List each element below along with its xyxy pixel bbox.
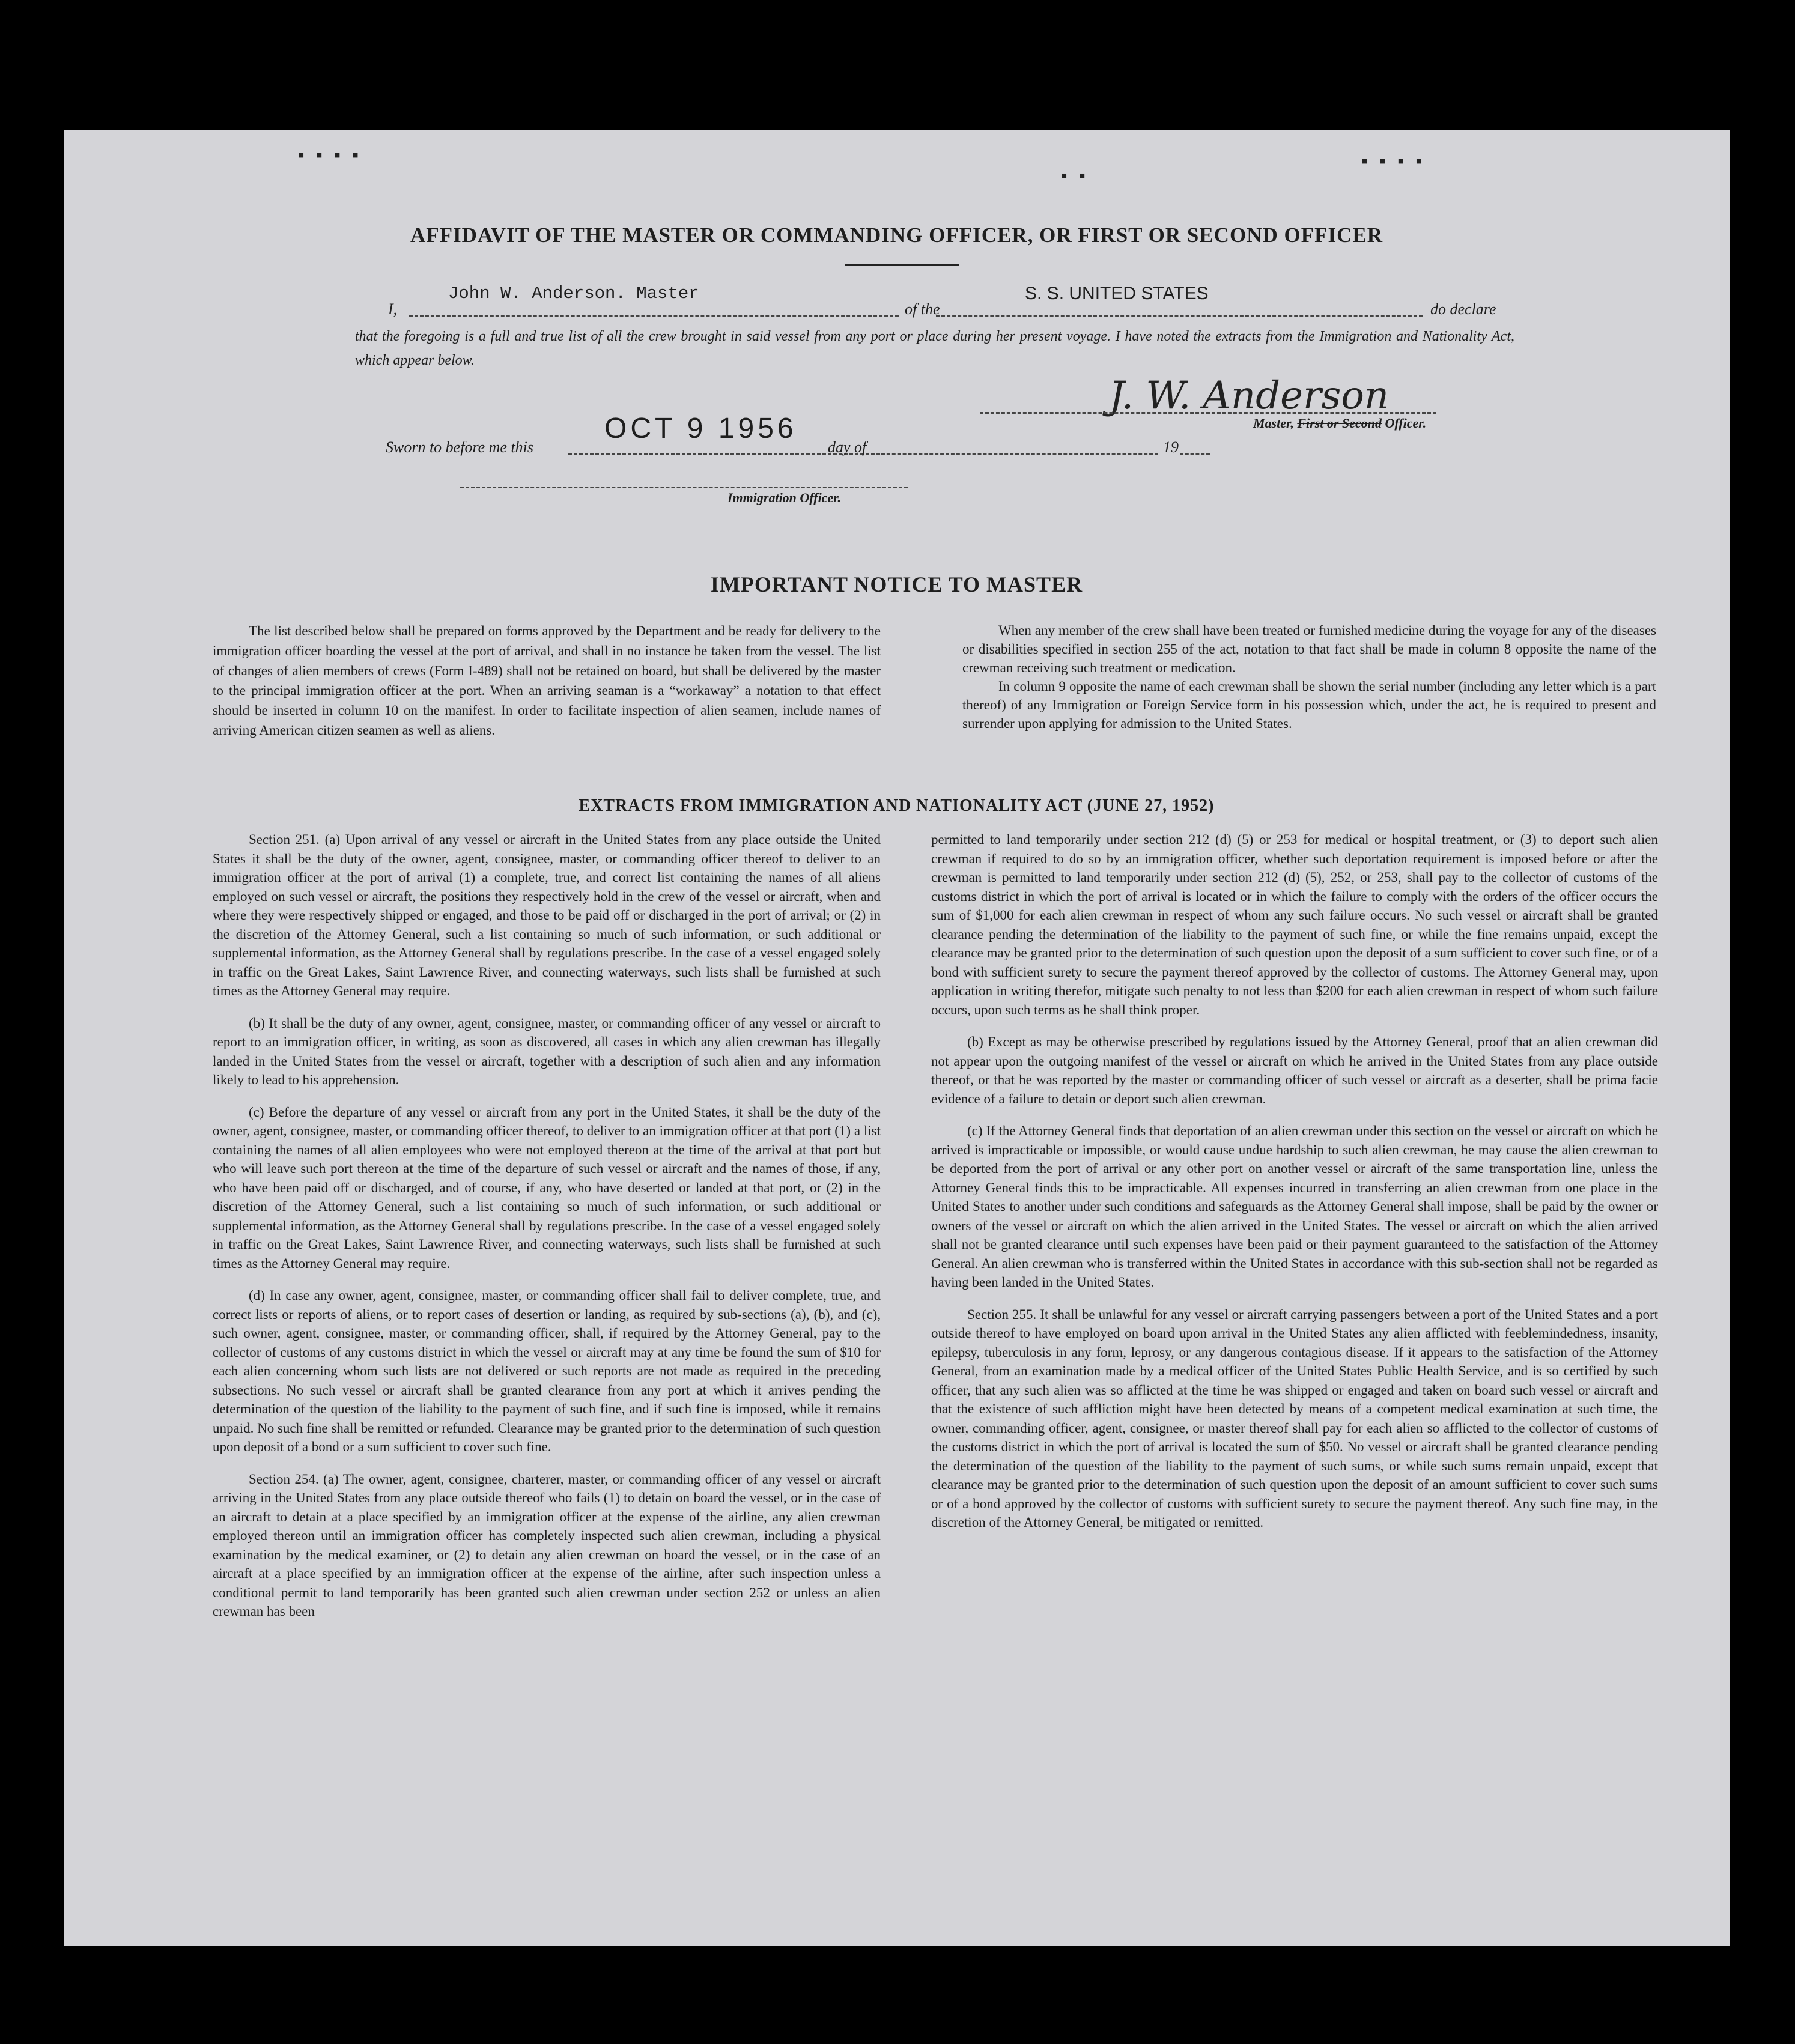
extract-paragraph: (c) Before the departure of any vessel or aircraft from any port in the United States, it shall be the duty of the owner, agent, consignee, master, or commanding officer thereof, to deliver to an immigration officer at that port (1) a list containing the names of all alien employees who were not employed thereon at the time of the arrival at that port but who will leave such port thereon at the time of the departure of such vessel or aircraft and the names of those, if any, who have been paid off or discharged, and of course, if any, who have deserted or landed at that port, or (2) in the discretion of the Attorney General, such a list containing so much of such information, or such additional or supplemental information, as the Attorney General shall by regulations prescribe. In the case of a vessel engaged solely in traffic on the Great Lakes, Saint Lawrence River, and connecting waterways, such lists shall be furnished at such times as the Attorney General may require.	[213, 1104, 881, 1271]
notice-left-column	[213, 621, 881, 740]
of-the-label: of the	[905, 300, 940, 318]
notice-left-paragraph: The list described below shall be prepared on forms approved by the Department and be ready for delivery to the immigration officer boarding the vessel at the port of arrival, and shall in no instance be taken from the vessel. The list of changes of alien members of crews (Form I-489) shall not be retained on board, but shall be delivered by the master to the principal immigration officer at the port. When an arriving seaman is a “workaway” a notation to that effect should be inserted in column 10 on the manifest. In order to facilitate inspection of alien seamen, include names of arriving American citizen seamen as well as aliens.	[213, 623, 881, 738]
extract-paragraph: (b) It shall be the duty of any owner, agent, consignee, master, or commanding officer of any vessel or aircraft to report to an immigration officer, in writing, as soon as discovered, all cases in which any alien crewman has illegally landed in the United States from the vessel or aircraft, together with a description of such alien and any information likely to lead to his apprehension.	[213, 1015, 881, 1087]
signature-line	[980, 412, 1436, 414]
officer-line	[460, 487, 908, 488]
sworn-date-stamp: OCT 9 1956	[604, 413, 797, 444]
extract-paragraph: (d) In case any owner, agent, consignee, master, or commanding officer shall fail to deliver complete, true, and correct lists or reports of aliens, or to report cases of desertion or landing, as required by sub-sections (a), (b), and (c), such owner, agent, consignee, master, or commanding officer, shall, if required by the Attorney General, pay to the collector of customs of any customs district in which the vessel or aircraft may at any time be found the sum of $10 for each alien concerning whom such lists are not delivered or such reports are not made as required in the preceding subsections. No such vessel or aircraft shall be granted clearance from any port at which it arrives pending the determination of the question of the liability to the payment of such fine, and if such fine is imposed, while it remains unpaid. No such fine shall be remitted or refunded. Clearance may be granted prior to the determination of such question upon deposit of a bond or a sum sufficient to cover such fine.	[213, 1288, 881, 1454]
extract-paragraph: (c) If the Attorney General finds that deportation of an alien crewman under this section on the vessel or aircraft on which he arrived is impracticable or impossible, or would cause undue hardship to such alien crewman, he may cause the alien crewman to be deported from the port of arrival or any other port on another vessel or aircraft of the same transportation line, unless the Attorney General finds this to be impracticable. All expenses incurred in transferring an alien crewman from one place in the United States to another under such conditions and safeguards as the Attorney General shall impose, shall be paid by the owner or owners of the vessel or aircraft on which the alien arrived in the United States. The vessel or aircraft on which the alien arrived shall not be granted clearance until such expenses have been paid or their payment guaranteed to the satisfaction of the Attorney General. An alien crewman who is transferred within the United States in accordance with this sub-section shall not be regarded as having been landed in the United States.	[931, 1123, 1658, 1290]
svg-text:J. W. Anderson: J. W. Anderson	[1109, 374, 1390, 418]
extract-paragraph: (b) Except as may be otherwise prescribed by regulations issued by the Attorney General, proof that an alien crewman did not appear upon the outgoing manifest of the vessel or aircraft on which he arrived in the United States from any place outside thereof, or that he was reported by the master or commanding officer of such vessel or aircraft as a deserter, shall be prima facie evidence of a failure to detain or deport such alien crewman.	[931, 1034, 1658, 1106]
sworn-label: Sworn to before me this	[386, 438, 534, 456]
declaration-text: that the foregoing is a full and true list of all the crew brought in said vessel from any port or place during her present voyage. I have noted the extracts from the Immigration and Nationality Act, which appear below.	[355, 329, 1514, 368]
extract-paragraph: Section 251. (a) Upon arrival of any vessel or aircraft in the United States from any place outside the United States it shall be the duty of the owner, agent, consignee, master, or commanding officer thereof to deliver to an immigration officer at the port of arrival (1) a complete, true, and correct list containing the names of all aliens employed on such vessel or aircraft, the positions they respectively hold in the crew of the vessel or aircraft, when and where they were respectively shipped or engaged, and those to be paid off or discharged in the port of arrival; or (2) in the discretion of the Attorney General, such a list containing so much of such information, or such additional or supplemental information, as the Attorney General shall by regulations prescribe. In the case of a vessel engaged solely in traffic on the Great Lakes, Saint Lawrence River, and connecting waterways, such lists shall be furnished at such times as the Attorney General may require.	[213, 832, 881, 998]
affidavit-title: AFFIDAVIT OF THE MASTER OR COMMANDING OFFICER, OR FIRST OR SECOND OFFICER	[410, 223, 1383, 247]
vessel-name: S. S. UNITED STATES	[1025, 284, 1209, 303]
vessel-name-line	[936, 315, 1423, 317]
extracts-left-column	[213, 830, 881, 1634]
do-declare-label: do declare	[1430, 300, 1496, 318]
i-label: I,	[388, 300, 398, 318]
officer-label: Immigration Officer.	[727, 490, 842, 505]
year-prefix: 19	[1163, 438, 1179, 456]
master-name-line	[409, 315, 899, 317]
notice-title: IMPORTANT NOTICE TO MASTER	[710, 572, 1083, 596]
document-page: ▪ ▪ ▪ ▪ ▪ ▪ ▪ ▪ ▪ ▪ AFFIDAVIT OF THE MASTER OR COMMANDING OFFICER, OR FIRST OR SECOND OFFICER I, John W. Anderson. Master of the S. S. UNITED STATES do declare that the foregoing is a full and true list of all the crew brought in said vessel from any port or place during her present voyage. I have noted the extracts from the Immigration and Nationality Act, which appear below. J. W. Anderson Master, First or Second Officer. Sworn to before me this OCT 9 1956 day of 19 Immigration Officer. IMPORTANT NOTICE TO MASTER The list described below shall be prepared on forms approved by the Department and be ready for delivery to the immigration officer boarding the vessel at the port of arrival, and shall in no instance be taken from the vessel. The list of changes of alien members of crews (Form I-489) shall not be retained on board, but shall be delivered by the master to the principal immigration officer at the port. When an arriving seaman is a “workaway” a notation to that effect should be inserted in column 10 on the manifest. In order to facilitate inspection of alien seamen, include names of arriving American citizen seamen as well as aliens. When any member of the crew shall have been treated or furnished medicine during the voyage for any of the diseases or disabilities specified in section 255 of the act, notation to that fact shall be made in column 8 opposite the name of the crewman receiving such treatment or medication. In column 9 opposite the name of each crewman shall be shown the serial number (including any letter which is a part thereof) of any Immigration or Foreign Service form in his possession which, under the act, he is required to present and surrender upon applying for admission to the United States. EXTRACTS FROM IMMIGRATION AND NATIONALITY ACT (JUNE 27, 1952) Section 251. (a) Upon arrival of any vessel or aircraft in the United States from any place outside the United States it shall be the duty of the owner, agent, consignee, master, or commanding officer thereof to deliver to an immigration officer at the port of arrival (1) a complete, true, and correct list containing the names of all aliens employed on such vessel or aircraft, the positions they respectively hold in the crew of the vessel or aircraft, when and where they were respectively shipped or engaged, and those to be paid off or discharged in the port of arrival; or (2) in the discretion of the Attorney General, such a list containing so much of such information, or such additional or supplemental information, as the Attorney General shall by regulations prescribe. In the case of a vessel engaged solely in traffic on the Great Lakes, Saint Lawrence River, and connecting waterways, such lists shall be furnished at such times as the Attorney General may require. (b) It shall be the duty of any owner, agent, consignee, master, or commanding officer of any vessel or aircraft to report to an immigration officer, in writing, as soon as discovered, all cases in which any alien crewman has illegally landed in the United States from the vessel or aircraft, together with a description of such alien and any information likely to lead to his apprehension. (c) Before the departure of any vessel or aircraft from any port in the United States, it shall be the duty of the owner, agent, consignee, master, or commanding officer thereof, to deliver to an immigration officer at that port (1) a list containing the names of all alien employees who were not employed thereon at the time of the arrival at that port but who will leave such port thereon at the time of the departure of such vessel or aircraft and the names of those, if any, who have been paid off or discharged, and of course, if any, who have deserted or landed at that port, or (2) in the discretion of the Attorney General, such a list containing so much of such information, or such additional or supplemental information, as the Attorney General shall by regulations prescribe. In the case of a vessel engaged solely in traffic on the Great Lakes, Saint Lawrence River, and connecting waterways, such lists shall be furnished at such times as the Attorney General may require. (d) In case any owner, agent, consignee, master, or commanding officer shall fail to deliver complete, true, and correct lists or reports of aliens, or to report cases of desertion or landing, as required by sub-sections (a), (b), and (c), such owner, agent, consignee, master, or commanding officer, shall, if required by the Attorney General, pay to the collector of customs of any customs district in which the vessel or aircraft may at any time be found the sum of $10 for each alien concerning whom such lists are not delivered or such reports are not made as required in the preceding subsections. No such vessel or aircraft shall be granted clearance from any port at which it arrives pending the determination of the question of the liability to the payment of such fine, and if such fine is imposed, while it remains unpaid. No such fine shall be remitted or refunded. Clearance may be granted prior to the determination of such question upon deposit of a bond or a sum sufficient to cover such fine. Section 254. (a) The owner, agent, consignee, charterer, master, or commanding officer of any vessel or aircraft arriving in the United States from any place outside thereof who fails (1) to detain on board the vessel, or in the case of an aircraft to detain at a place specified by an immigration officer at the expense of the airline, any alien crewman employed thereon until an immigration officer has completely inspected such alien crewman, including a physical examination by the medical examiner, or (2) to detain any alien crewman on board the vessel, or in the case of an aircraft at a place specified by an immigration officer at the expense of the airline, after such inspection unless a conditional permit to land temporarily has been granted such alien crewman under section 252 or unless an alien crewman has been permitted to land temporarily under section 212 (d) (5) or 253 for medical or hospital treatment, or (3) to deport such alien crewman if required to do so by an immigration officer, whether such deportation requirement is imposed before or after the crewman is permitted to land temporarily under section 212 (d) (5), 252, or 253, shall pay to the collector of customs of the customs district in which the port of arrival is located or in which the failure to comply with the orders of the officer occurs the sum of $1,000 for each alien crewman in respect of whom any such failure occurs. No such vessel or aircraft shall be granted clearance pending the determination of the liability to the payment of such fine, or while the fine remains unpaid, except the clearance may be granted prior to the determination of such question upon the deposit of a sum sufficient to cover such fine, or of a bond with sufficient surety to secure the payment thereof approved by the collector of customs. The Attorney General may, upon application in writing therefor, mitigate such penalty to not less than $200 for each alien crewman in respect of whom such failure occurs, upon such terms as he shall think proper. (b) Except as may be otherwise prescribed by regulations issued by the Attorney General, proof that an alien crewman did not appear upon the outgoing manifest of the vessel or aircraft on which he arrived in the United States from any place outside thereof, or that he was reported by the master or commanding officer of such vessel or aircraft as a deserter, shall be prima facie evidence of a failure to detain or deport such alien crewman. (c) If the Attorney General finds that deportation of an alien crewman under this section on the vessel or aircraft on which he arrived is impracticable or impossible, or would cause undue hardship to such alien crewman, he may cause the alien crewman to be deported from the port of arrival or any other port on another vessel or aircraft of the same transportation line, unless the Attorney General finds this to be impracticable. All expenses incurred in transferring an alien crewman from one place in the United States to another under such conditions and safeguards as the Attorney General shall impose, shall be paid by the owner or owners of the vessel or aircraft on which the alien arrived in the United States. The vessel or aircraft on which the alien arrived shall not be granted clearance until such expenses have been paid or their payment guaranteed to the satisfaction of the Attorney General. An alien crewman who is transferred within the United States in accordance with this sub-section shall not be regarded as having been landed in the United States. Section 255. It shall be unlawful for any vessel or aircraft carrying passengers between a port of the United States and a port outside thereof to have employed on board upon arrival in the United States any alien afflicted with feeblemindedness, insanity, epilepsy, tuberculosis in any form, leprosy, or any dangerous contagious disease. If it appears to the satisfaction of the Attorney General, from an examination made by a medical officer of the United States Public Health Service, and is so certified by such officer, that any such alien was so afflicted at the time he was shipped or engaged and taken on board such vessel or aircraft and that the existence of such affliction might have been detected by means of a competent medical examination at such time, the owner, commanding officer, agent, consignee, or master thereof shall pay for each alien so afflicted to the collector of customs of the customs district in which the port of arrival is located the sum of $50. No vessel or aircraft shall be granted clearance pending the determination of the question of the liability to the payment of such sums, or while such sums remain unpaid, except that clearance may be granted prior to the determination of such question upon the deposit of an amount sufficient to cover such sums or of a bond approved by the collector of customs with sufficient surety to secure the payment thereof. Any such fine may, in the discretion of the Attorney General, be mitigated or remitted.	[64, 130, 1730, 1946]
notice-right-column	[962, 621, 1656, 733]
signature-label: Master, First or Second Officer.	[1253, 416, 1427, 431]
extract-paragraph: permitted to land temporarily under section 212 (d) (5) or 253 for medical or hospital treatment, or (3) to deport such alien crewman if required to do so by an immigration officer, whether such deportation requirement is imposed before or after the crewman is permitted to land temporarily under section 212 (d) (5), 252, or 253, shall pay to the collector of customs of the customs district in which the port of arrival is located or in which the failure to comply with the orders of the officer occurs the sum of $1,000 for each alien crewman in respect of whom any such failure occurs. No such vessel or aircraft shall be granted clearance pending the determination of the liability to the payment of such fine, or while the fine remains unpaid, except the clearance may be granted prior to the determination of such question upon the deposit of a sum sufficient to cover such fine, or of a bond with sufficient surety to secure the payment thereof approved by the collector of customs. The Attorney General may, upon application in writing therefor, mitigate such penalty to not less than $200 for each alien crewman in respect of whom such failure occurs, upon such terms as he shall think proper.	[931, 832, 1658, 1017]
month-line	[876, 453, 1158, 455]
extracts-title: EXTRACTS FROM IMMIGRATION AND NATIONALITY ACT (JUNE 27, 1952)	[579, 796, 1215, 815]
day-of-label: day of	[828, 438, 867, 456]
notice-right-paragraph-2: In column 9 opposite the name of each crewman shall be shown the serial number (including any letter which is a part thereof) of any Immigration or Foreign Service form in his possession which, under the act, he is required to present and surrender upon applying for admission to the United States.	[962, 679, 1656, 731]
year-line	[1180, 453, 1210, 455]
title-rule	[845, 264, 959, 266]
extract-paragraph: Section 254. (a) The owner, agent, consignee, charterer, master, or commanding officer of any vessel or aircraft arriving in the United States from any place outside thereof who fails (1) to detain on board the vessel, or in the case of an aircraft to detain at a place specified by an immigration officer at the expense of the airline, any alien crewman employed thereon until an immigration officer has completely inspected such alien crewman, including a physical examination by the medical examiner, or (2) to detain any alien crewman on board the vessel, or in the case of an aircraft at a place specified by an immigration officer at the expense of the airline, after such inspection unless a conditional permit to land temporarily has been granted such alien crewman under section 252 or unless an alien crewman has been	[213, 1471, 881, 1619]
master-name: John W. Anderson. Master	[448, 284, 699, 303]
extracts-right-column	[931, 830, 1658, 1545]
notice-right-paragraph-1: When any member of the crew shall have been treated or furnished medicine during the voyage for any of the diseases or disabilities specified in section 255 of the act, notation to that fact shall be made in column 8 opposite the name of the crewman receiving such treatment or medication.	[962, 623, 1656, 675]
extract-paragraph: Section 255. It shall be unlawful for any vessel or aircraft carrying passengers between a port of the United States and a port outside thereof to have employed on board upon arrival in the United States any alien afflicted with feeblemindedness, insanity, epilepsy, tuberculosis in any form, leprosy, or any dangerous contagious disease. If it appears to the satisfaction of the Attorney General, from an examination made by a medical officer of the United States Public Health Service, and is so certified by such officer, that any such alien was so afflicted at the time he was shipped or engaged and taken on board such vessel or aircraft and that the existence of such affliction might have been detected by means of a competent medical examination at such time, the owner, commanding officer, agent, consignee, or master thereof shall pay for each alien so afflicted to the collector of customs of the customs district in which the port of arrival is located the sum of $50. No vessel or aircraft shall be granted clearance pending the determination of the question of the liability to the payment of such sums, or while such sums remain unpaid, except that clearance may be granted prior to the determination of such question upon the deposit of an amount sufficient to cover such sums or of a bond approved by the collector of customs with sufficient surety to secure the payment thereof. Any such fine may, in the discretion of the Attorney General, be mitigated or remitted.	[931, 1306, 1658, 1530]
